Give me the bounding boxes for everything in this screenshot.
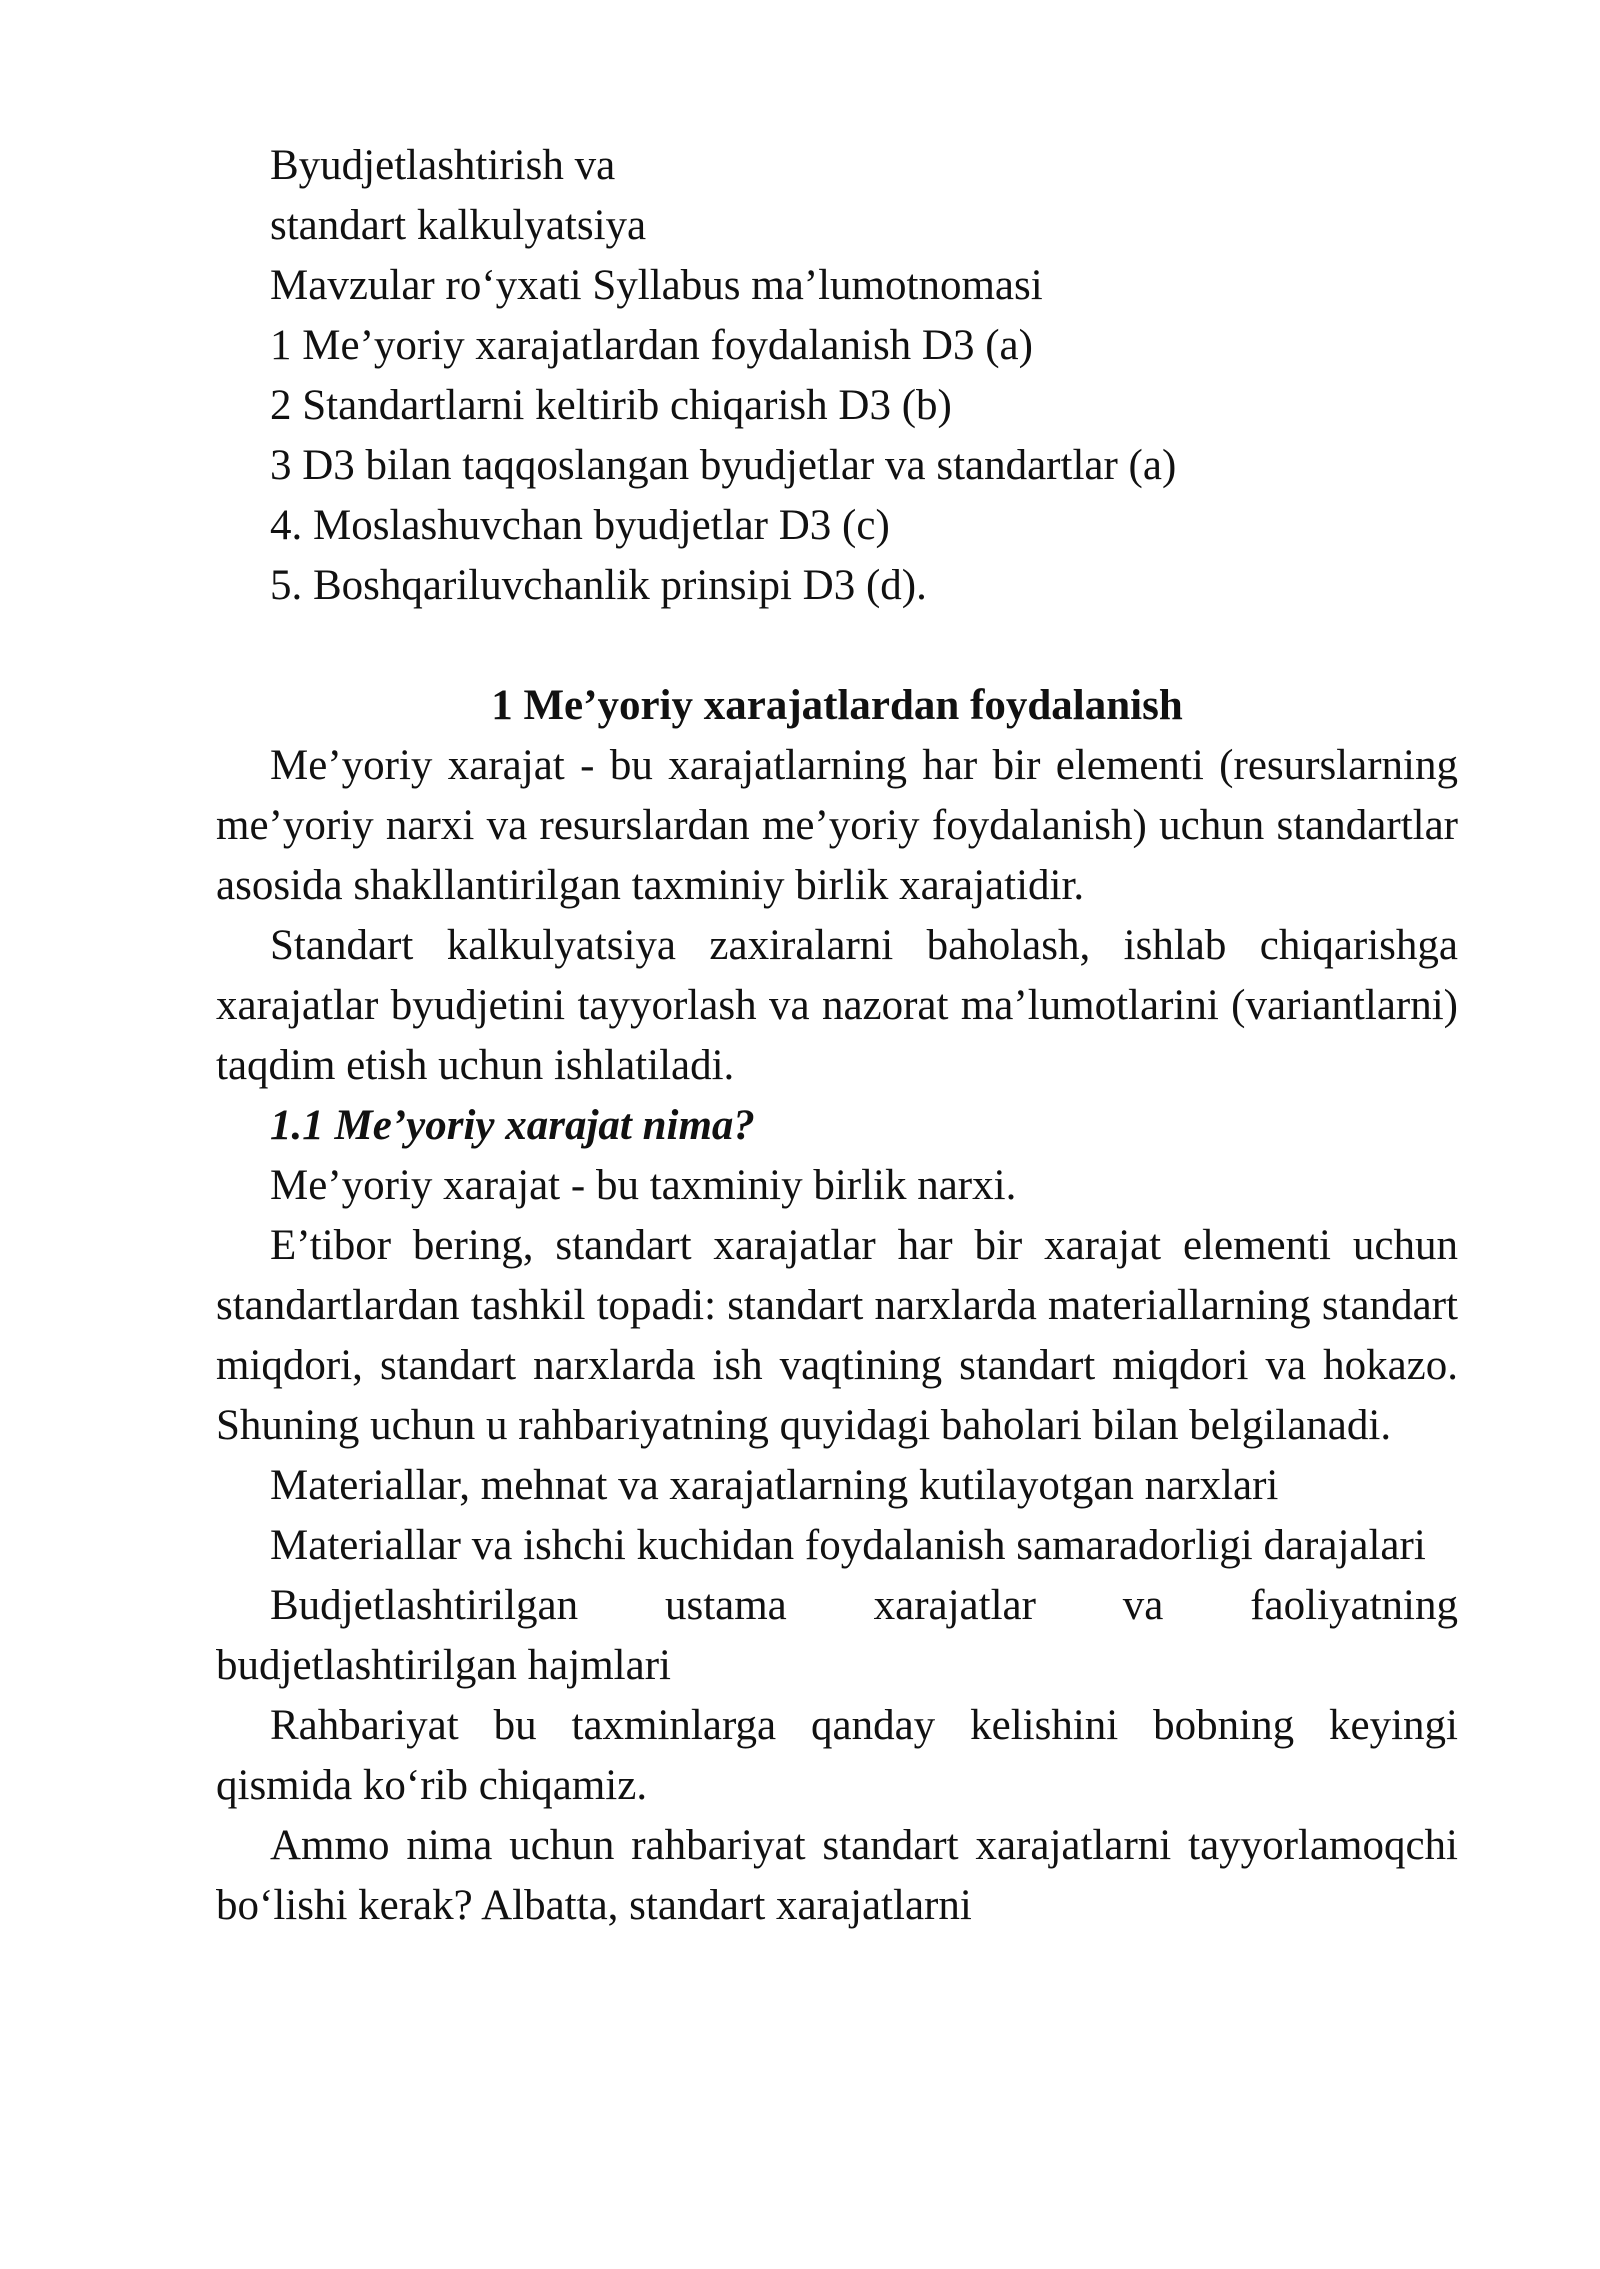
paragraph-short-definition: Me’yoriy xarajat - bu taxminiy birlik narxi. bbox=[270, 1162, 1017, 1209]
paragraph-overheads: Budjetlashtirilgan ustama xarajatlar va faoliyatning budjetlashtirilgan hajmlari bbox=[216, 1582, 1458, 1689]
toc-item: 4. Moslashuvchan byudjetlar D3 (c) bbox=[270, 502, 890, 549]
toc-item: 5. Boshqariluvchanlik prinsipi D3 (d). bbox=[270, 562, 927, 609]
paragraph-standards: E’tibor bering, standart xarajatlar har bir xarajat elementi uchun standartlardan tashkil topadi: standart narxlarda materiallarning standart miqdori, standart narxlarda ish vaqtining standart miqdori va hokazo. Shuning uchun u rahbariyatning quyidagi baholari bilan belgilanadi. bbox=[216, 1222, 1458, 1449]
page-content bbox=[216, 136, 1458, 1936]
section-spacer bbox=[216, 616, 1458, 676]
toc-item: 2 Standartlarni keltirib chiqarish D3 (b) bbox=[270, 382, 952, 429]
paragraph-definition: Me’yoriy xarajat - bu xarajatlarning har bir elementi (resurslarning me’yoriy narxi va resurslardan me’yoriy foydalanish) uchun standartlar asosida shakllantirilgan taxminiy birlik xarajatidir. bbox=[216, 742, 1458, 909]
toc-item: 3 D3 bilan taqqoslangan byudjetlar va standartlar (a) bbox=[270, 442, 1177, 489]
toc-title-line-2: standart kalkulyatsiya bbox=[270, 202, 647, 249]
toc-list-header: Mavzular ro‘yxati Syllabus ma’lumotnomasi bbox=[270, 262, 1043, 309]
paragraph-question: Ammo nima uchun rahbariyat standart xarajatlarni tayyorlamoqchi bo‘lishi kerak? Albatta, standart xarajatlarni bbox=[216, 1822, 1458, 1929]
paragraph-expected-prices: Materiallar, mehnat va xarajatlarning kutilayotgan narxlari bbox=[270, 1462, 1279, 1509]
subsection-heading: 1.1 Me’yoriy xarajat nima? bbox=[270, 1102, 755, 1149]
section-heading: 1 Me’yoriy xarajatlardan foydalanish bbox=[491, 682, 1183, 729]
paragraph-efficiency: Materiallar va ishchi kuchidan foydalanish samaradorligi darajalari bbox=[270, 1522, 1426, 1569]
paragraph-next-chapter: Rahbariyat bu taxminlarga qanday kelishini bobning keyingi qismida ko‘rib chiqamiz. bbox=[216, 1702, 1458, 1809]
paragraph-usage: Standart kalkulyatsiya zaxiralarni baholash, ishlab chiqarishga xarajatlar byudjetini tayyorlash va nazorat ma’lumotlarini (variantlarni) taqdim etish uchun ishlatiladi. bbox=[216, 922, 1458, 1089]
toc-title-line-1: Byudjetlashtirish va bbox=[270, 142, 616, 189]
toc-item: 1 Me’yoriy xarajatlardan foydalanish D3 (a) bbox=[270, 322, 1033, 369]
